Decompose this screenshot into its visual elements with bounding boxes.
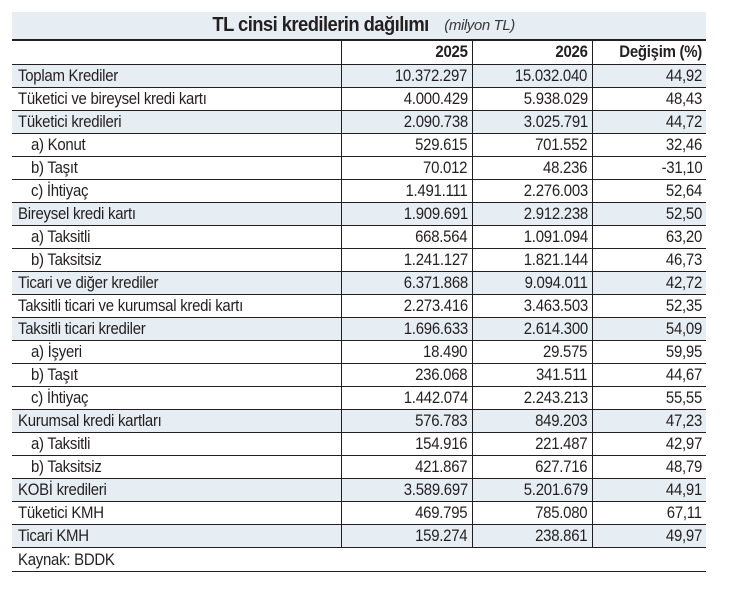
value-2026: 849.203 [472,409,592,432]
value-change: 52,64 [592,179,706,202]
value-2026: 3.025.791 [472,110,592,133]
value-2025: 668.564 [341,225,472,248]
value-change: 48,79 [592,455,706,478]
row-label: Toplam Krediler [12,64,341,87]
value-2026: 15.032.040 [472,64,592,87]
value-2025: 1.909.691 [341,202,472,225]
value-change: 42,72 [592,271,706,294]
table-row [12,271,706,294]
value-2025: 2.090.738 [341,110,472,133]
value-2026: 2.614.300 [472,317,592,340]
row-label: b) Taksitsiz [12,248,341,271]
table-row [12,294,706,317]
value-2025: 70.012 [341,156,472,179]
table-row [12,524,706,547]
value-2025: 3.589.697 [341,478,472,501]
table-row [12,225,706,248]
row-label: a) Taksitli [12,225,341,248]
value-change: 49,97 [592,524,706,547]
value-2026: 2.276.003 [472,179,592,202]
value-change: 47,23 [592,409,706,432]
header-row [12,41,706,64]
value-2025: 236.068 [341,363,472,386]
value-change: 42,97 [592,432,706,455]
table-row [12,156,706,179]
data-table [12,41,706,548]
table-unit-note: (milyon TL) [444,17,515,34]
value-2025: 1.442.074 [341,386,472,409]
value-2025: 2.273.416 [341,294,472,317]
table-row [12,432,706,455]
row-label: a) Taksitli [12,432,341,455]
table-row [12,317,706,340]
table-row [12,64,706,87]
row-label: Ticari KMH [12,524,341,547]
header-2026: 2026 [472,41,592,64]
table-row [12,87,706,110]
value-2026: 221.487 [472,432,592,455]
value-change: 67,11 [592,501,706,524]
value-2025: 576.783 [341,409,472,432]
value-2026: 785.080 [472,501,592,524]
row-label: b) Taşıt [12,363,341,386]
value-2026: 29.575 [472,340,592,363]
header-2025: 2025 [341,41,472,64]
table-row [12,501,706,524]
value-2026: 48.236 [472,156,592,179]
table-row [12,386,706,409]
row-label: Tüketici KMH [12,501,341,524]
value-2026: 5.201.679 [472,478,592,501]
table-row [12,478,706,501]
value-2025: 529.615 [341,133,472,156]
table-row [12,202,706,225]
value-2025: 1.696.633 [341,317,472,340]
row-label: Ticari ve diğer krediler [12,271,341,294]
row-label: b) Taksitsiz [12,455,341,478]
row-label: c) İhtiyaç [12,179,341,202]
value-2025: 4.000.429 [341,87,472,110]
table-row [12,340,706,363]
value-change: 54,09 [592,317,706,340]
table-title: TL cinsi kredilerin dağılımı [212,14,429,36]
value-change: 52,50 [592,202,706,225]
value-2025: 154.916 [341,432,472,455]
value-change: 44,91 [592,478,706,501]
source-note: Kaynak: BDDK [12,548,706,572]
table-row [12,248,706,271]
value-2025: 469.795 [341,501,472,524]
row-label: a) Konut [12,133,341,156]
row-label: Kurumsal kredi kartları [12,409,341,432]
value-2026: 9.094.011 [472,271,592,294]
row-label: a) İşyeri [12,340,341,363]
value-2026: 3.463.503 [472,294,592,317]
value-2026: 701.552 [472,133,592,156]
row-label: Taksitli ticari ve kurumsal kredi kartı [12,294,341,317]
value-change: 44,92 [592,64,706,87]
value-2025: 159.274 [341,524,472,547]
value-change: 63,20 [592,225,706,248]
credit-distribution-table [12,12,706,572]
value-2026: 2.912.238 [472,202,592,225]
row-label: c) İhtiyaç [12,386,341,409]
row-label: Tüketici ve bireysel kredi kartı [12,87,341,110]
row-label: b) Taşıt [12,156,341,179]
value-change: 59,95 [592,340,706,363]
value-change: 48,43 [592,87,706,110]
row-label: Bireysel kredi kartı [12,202,341,225]
value-change: 55,55 [592,386,706,409]
table-row [12,133,706,156]
table-row [12,179,706,202]
table-title-band [12,12,706,41]
table-row [12,110,706,133]
value-2025: 6.371.868 [341,271,472,294]
value-2026: 1.821.144 [472,248,592,271]
value-2026: 5.938.029 [472,87,592,110]
value-2026: 2.243.213 [472,386,592,409]
header-change: Değişim (%) [592,41,706,64]
value-2025: 421.867 [341,455,472,478]
value-change: 46,73 [592,248,706,271]
row-label: KOBİ kredileri [12,478,341,501]
value-2026: 238.861 [472,524,592,547]
value-2025: 10.372.297 [341,64,472,87]
value-2025: 1.491.111 [341,179,472,202]
table-row [12,409,706,432]
value-change: 32,46 [592,133,706,156]
value-2026: 627.716 [472,455,592,478]
value-2026: 1.091.094 [472,225,592,248]
header-label [12,41,341,64]
value-2025: 1.241.127 [341,248,472,271]
value-change: 44,67 [592,363,706,386]
row-label: Taksitli ticari krediler [12,317,341,340]
row-label: Tüketici kredileri [12,110,341,133]
value-2026: 341.511 [472,363,592,386]
value-change: 44,72 [592,110,706,133]
value-change: -31,10 [592,156,706,179]
table-row [12,363,706,386]
value-change: 52,35 [592,294,706,317]
value-2025: 18.490 [341,340,472,363]
table-row [12,455,706,478]
